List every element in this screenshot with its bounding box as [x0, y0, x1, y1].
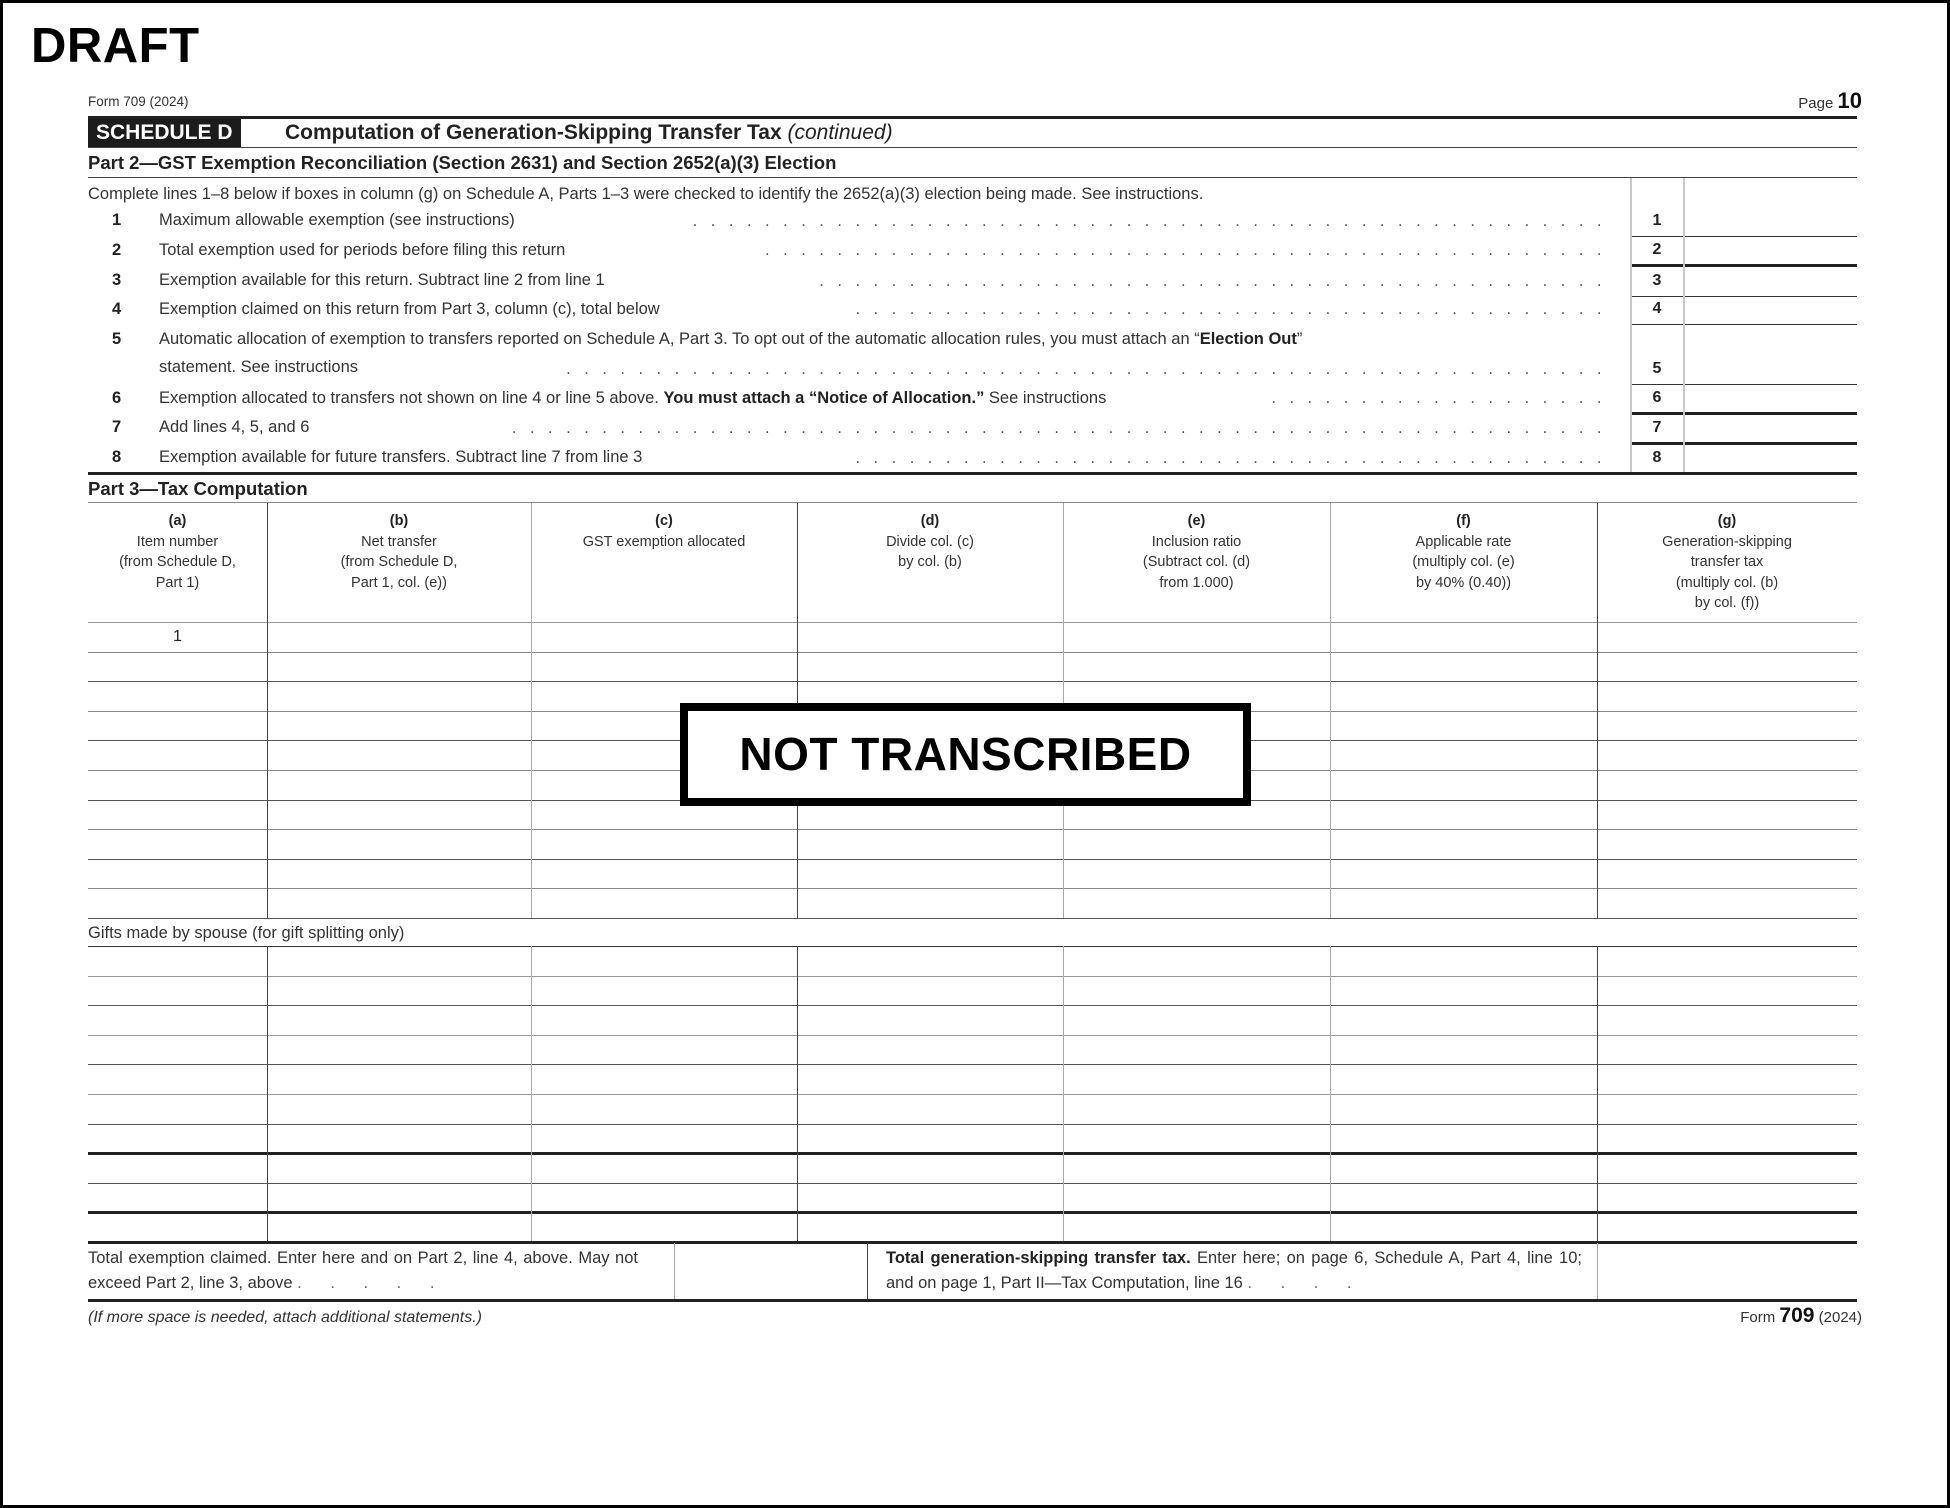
schedule-rule	[88, 147, 1857, 148]
table-cell[interactable]	[1598, 682, 1856, 710]
spouse-table-cell[interactable]	[532, 1126, 796, 1153]
column-letter: (b)	[389, 513, 409, 529]
spouse-table-cell[interactable]	[268, 1007, 530, 1034]
spouse-table-cell[interactable]	[532, 1007, 796, 1034]
spouse-table-cell[interactable]	[532, 1037, 796, 1064]
not-transcribed-stamp: NOT TRANSCRIBED	[680, 703, 1251, 806]
spouse-top-rule	[88, 946, 1857, 947]
column-description: Generation-skipping	[1662, 533, 1792, 550]
box-number-4: 4	[1652, 300, 1662, 317]
line-description	[159, 271, 605, 290]
table-cell[interactable]	[1331, 860, 1596, 888]
table-cell[interactable]	[1598, 801, 1856, 829]
spouse-table-cell[interactable]	[89, 1214, 266, 1241]
footer-note: (If more space is needed, attach additional statements.)	[88, 1309, 482, 1326]
column-divider	[267, 503, 268, 918]
part2-line-8	[88, 443, 1631, 473]
schedule-header	[88, 119, 1857, 147]
spouse-table-cell[interactable]	[1064, 948, 1329, 975]
spouse-table-cell[interactable]	[1331, 1155, 1596, 1182]
total-gst-label	[886, 1246, 1582, 1296]
schedule-tag: SCHEDULE D	[88, 119, 241, 147]
part2-instructions: Complete lines 1–8 below if boxes in column (g) on Schedule A, Parts 1–3 were checked to identify the 2652(a)(3) election being made. See instructions.	[88, 185, 1204, 203]
spouse-table-cell[interactable]	[532, 1066, 796, 1093]
table-cell[interactable]	[1064, 889, 1329, 917]
row-divider	[88, 1035, 1857, 1036]
column-divider	[797, 946, 798, 1242]
line-description	[159, 418, 309, 437]
table-cell[interactable]	[268, 801, 530, 829]
part3-title: Part 3—Tax Computation	[88, 478, 308, 499]
table-cell[interactable]	[798, 830, 1062, 858]
line-8-amount-field[interactable]	[1685, 444, 1857, 472]
spouse-table-cell[interactable]	[268, 948, 530, 975]
spouse-table-cell[interactable]	[798, 1214, 1062, 1241]
table-cell[interactable]	[268, 860, 530, 888]
total-gst-bold: Total generation-skipping transfer tax.	[886, 1249, 1191, 1267]
part2-line-5	[88, 325, 1631, 384]
table-cell[interactable]	[89, 741, 266, 769]
schedule-title	[285, 119, 893, 147]
line-number: 7	[112, 418, 122, 436]
leader-dots: ...............................................	[765, 241, 1615, 259]
footer-form-id	[1740, 1304, 1862, 1328]
leader-dots: ..........................................	[855, 300, 1615, 318]
spouse-table-cell[interactable]	[1331, 1096, 1596, 1123]
row-divider	[88, 1094, 1857, 1095]
column-letter: (d)	[920, 513, 940, 529]
spouse-table-cell[interactable]	[1331, 1007, 1596, 1034]
spouse-table-cell[interactable]	[798, 1126, 1062, 1153]
column-description: Applicable rate	[1415, 533, 1512, 550]
box-number-6: 6	[1652, 389, 1662, 406]
leader-dots: .............................................................	[511, 419, 1615, 437]
line-2-amount-field[interactable]	[1685, 237, 1857, 264]
spouse-table-cell[interactable]	[1331, 948, 1596, 975]
table-cell[interactable]	[89, 682, 266, 710]
column-description: Part 1, col. (e))	[351, 574, 447, 591]
spouse-table-cell[interactable]	[89, 1096, 266, 1123]
column-description: by col. (f))	[1694, 595, 1760, 611]
spouse-table-cell[interactable]	[89, 978, 266, 1005]
table-cell[interactable]	[532, 860, 796, 888]
table-cell[interactable]	[1331, 712, 1596, 740]
line-text: Exemption available for future transfers. Subtract line 7 from line 3	[159, 448, 643, 466]
spouse-table-cell[interactable]	[1064, 1007, 1329, 1034]
line-text-bold: You must attach a “Notice of Allocation.”	[663, 389, 985, 407]
part2-line-4	[88, 295, 1631, 324]
spouse-table-cell[interactable]	[268, 978, 530, 1005]
line-description	[159, 389, 1106, 408]
table-cell[interactable]	[1598, 771, 1856, 799]
line-description	[159, 330, 1302, 349]
leader-dots: ..........................................................	[566, 360, 1615, 378]
table-cell[interactable]	[1064, 860, 1329, 888]
table-cell[interactable]	[89, 830, 266, 858]
box-column-right-border	[1683, 178, 1685, 473]
table-cell[interactable]	[268, 771, 530, 799]
part2-line-1	[88, 206, 1631, 236]
column-description: by col. (b)	[898, 554, 962, 570]
column-letter: (g)	[1717, 513, 1737, 529]
spouse-table-cell[interactable]	[268, 1155, 530, 1182]
line-description	[159, 300, 660, 319]
spouse-table-cell[interactable]	[1064, 1126, 1329, 1153]
table-cell[interactable]	[268, 830, 530, 858]
line-text: Add lines 4, 5, and 6	[159, 418, 310, 436]
page-number-value: 10	[1837, 88, 1862, 113]
table-cell[interactable]	[1064, 830, 1329, 858]
box-number-3: 3	[1652, 272, 1662, 289]
column-header-b	[267, 511, 531, 593]
column-header-d	[797, 511, 1063, 573]
spouse-gifts-label: Gifts made by spouse (for gift splitting only)	[88, 924, 405, 942]
row-divider	[88, 976, 1857, 977]
spouse-table-cell[interactable]	[268, 1126, 530, 1153]
row-divider	[88, 1005, 1857, 1006]
spouse-table-cell[interactable]	[1064, 1096, 1329, 1123]
column-description: Item number	[136, 533, 219, 550]
spouse-table-cell[interactable]	[532, 978, 796, 1005]
spouse-table-cell[interactable]	[1331, 1066, 1596, 1093]
box-divider	[1631, 324, 1857, 325]
table-cell[interactable]	[1331, 682, 1596, 710]
column-divider	[1330, 503, 1331, 918]
spouse-table-cell[interactable]	[89, 1007, 266, 1034]
spouse-table-cell[interactable]	[1598, 948, 1856, 975]
spouse-table-cell[interactable]	[1598, 1066, 1856, 1093]
spouse-table-cell[interactable]	[268, 1185, 530, 1212]
table-cell[interactable]	[798, 623, 1062, 651]
box-number-2: 2	[1652, 241, 1662, 258]
schedule-title-suffix: (continued)	[787, 121, 893, 144]
table-cell[interactable]	[1598, 653, 1856, 681]
spouse-table-cell[interactable]	[798, 978, 1062, 1005]
table-cell[interactable]	[1064, 623, 1329, 651]
leader-dots: ..........................................	[855, 449, 1615, 467]
table-cell[interactable]	[1331, 741, 1596, 769]
line-number: 5	[112, 330, 122, 348]
column-description: Net transfer	[361, 533, 437, 550]
column-divider	[1597, 946, 1598, 1242]
line-text: Automatic allocation of exemption to transfers reported on Schedule A, Part 3. To opt out of the automatic allocation rules, you must attach an “	[159, 330, 1200, 348]
spouse-table-cell[interactable]	[532, 948, 796, 975]
spouse-table-cell[interactable]	[1598, 978, 1856, 1005]
row-divider	[88, 1124, 1857, 1125]
column-header-g	[1597, 511, 1857, 614]
spouse-table-cell[interactable]	[1064, 1066, 1329, 1093]
footer-form-prefix: Form	[1740, 1309, 1776, 1326]
table-cell[interactable]	[268, 623, 530, 651]
column-description: (from Schedule D,	[340, 554, 458, 570]
total-exemption-text: Total exemption claimed. Enter here and on Part 2, line 4, above. May not exceed Part 2, line 3, above	[88, 1249, 638, 1292]
spouse-table-cell[interactable]	[1064, 1155, 1329, 1182]
line-number: 2	[112, 241, 122, 259]
table-cell[interactable]	[89, 712, 266, 740]
box-column-left-border	[1630, 178, 1632, 473]
spouse-table-cell[interactable]	[1331, 1126, 1596, 1153]
schedule-title-text: Computation of Generation-Skipping Transfer Tax	[285, 121, 782, 144]
leader-dots: . . . .	[1247, 1274, 1364, 1292]
table-cell[interactable]	[1598, 741, 1856, 769]
line-text: Maximum allowable exemption (see instructions)	[159, 211, 515, 229]
part3-top-rule	[88, 472, 1857, 475]
spouse-table-cell[interactable]	[268, 1096, 530, 1123]
line-number: 1	[112, 211, 122, 229]
table-cell[interactable]	[532, 623, 796, 651]
spouse-table-cell[interactable]	[1064, 1185, 1329, 1212]
table-cell[interactable]	[1598, 830, 1856, 858]
spouse-table-cell[interactable]	[532, 1155, 796, 1182]
column-description: (Subtract col. (d)	[1142, 554, 1251, 570]
spouse-table-cell[interactable]	[1598, 1096, 1856, 1123]
line-text: Exemption allocated to transfers not shown on line 4 or line 5 above.	[159, 389, 664, 407]
column-divider	[531, 946, 532, 1242]
box-number-5: 5	[1652, 360, 1662, 377]
column-divider	[531, 503, 532, 918]
total-gst-text: Enter here; on page 6, Schedule A, Part 4, line 10; and on page 1, Part II—Tax Computation, line 16	[886, 1249, 1582, 1292]
column-divider	[267, 946, 268, 1242]
leader-dots: ...................................................	[692, 212, 1615, 230]
totals-divider	[867, 1243, 868, 1299]
table-cell[interactable]	[532, 830, 796, 858]
table-cell[interactable]	[1331, 771, 1596, 799]
spouse-table-cell[interactable]	[1598, 1155, 1856, 1182]
spouse-table-cell[interactable]	[1598, 1214, 1856, 1241]
box-number-7: 7	[1652, 419, 1662, 436]
footer-form-year: (2024)	[1818, 1309, 1862, 1326]
page-number	[1798, 88, 1862, 114]
column-letter: (a)	[168, 513, 187, 529]
table-cell[interactable]	[268, 741, 530, 769]
spouse-table-cell[interactable]	[798, 1096, 1062, 1123]
spouse-table-cell[interactable]	[532, 1096, 796, 1123]
table-cell[interactable]	[89, 653, 266, 681]
line-text-bold: Election Out	[1199, 330, 1297, 348]
column-description: (multiply col. (e)	[1412, 554, 1515, 570]
line-text-after: ”	[1296, 330, 1303, 348]
table-cell[interactable]	[89, 771, 266, 799]
line-description	[159, 448, 642, 467]
table-cell[interactable]	[1331, 889, 1596, 917]
spouse-table-cell[interactable]	[798, 1155, 1062, 1182]
spouse-table-cell[interactable]	[89, 1037, 266, 1064]
column-description: (from Schedule D,	[119, 554, 236, 570]
total-gst-field[interactable]	[1598, 1243, 1857, 1299]
table-cell[interactable]	[89, 889, 266, 917]
row-divider	[88, 1183, 1857, 1184]
line-number: 4	[112, 300, 122, 318]
part2-line-2	[88, 236, 1631, 265]
table-cell[interactable]	[268, 682, 530, 710]
spouse-table-cell[interactable]	[1064, 1214, 1329, 1241]
table-cell[interactable]	[1331, 830, 1596, 858]
part2-line-3	[88, 266, 1631, 296]
spouse-table-cell[interactable]	[1064, 978, 1329, 1005]
table-cell[interactable]	[1598, 712, 1856, 740]
table-cell[interactable]	[1598, 889, 1856, 917]
spouse-table-cell[interactable]	[1331, 1214, 1596, 1241]
row-divider	[88, 1064, 1857, 1065]
leader-dots: . . . . .	[297, 1274, 447, 1292]
row-divider	[88, 918, 1857, 919]
part2-line-7	[88, 413, 1631, 443]
part2-title: Part 2—GST Exemption Reconciliation (Section 2631) and Section 2652(a)(3) Election	[88, 152, 837, 173]
table-cell[interactable]	[268, 653, 530, 681]
box-number-8: 8	[1652, 449, 1662, 466]
column-description: Inclusion ratio	[1151, 533, 1242, 550]
part3-header-rule	[88, 502, 1857, 503]
spouse-table-cell[interactable]	[1331, 1185, 1596, 1212]
table-cell[interactable]	[1598, 860, 1856, 888]
line-6-amount-field[interactable]	[1685, 385, 1857, 412]
line-7-amount-field[interactable]	[1685, 414, 1857, 442]
column-description: Part 1)	[155, 574, 200, 591]
line-text: Exemption claimed on this return from Part 3, column (c), total below	[159, 300, 660, 318]
spouse-table-cell[interactable]	[532, 1185, 796, 1212]
leader-dots: ............................................	[819, 272, 1615, 290]
total-exemption-label	[88, 1246, 638, 1296]
spouse-table-cell[interactable]	[798, 948, 1062, 975]
column-description: from 1.000)	[1159, 574, 1234, 591]
spouse-table-cell[interactable]	[1598, 1037, 1856, 1064]
totals-bottom-rule	[88, 1299, 1857, 1302]
spouse-table-cell[interactable]	[1598, 1007, 1856, 1034]
line-number: 6	[112, 389, 122, 407]
column-description: transfer tax	[1690, 554, 1764, 570]
table-cell[interactable]	[532, 653, 796, 681]
totals-top-rule	[88, 1241, 1857, 1244]
column-header-a	[88, 511, 267, 593]
spouse-table-cell[interactable]	[89, 1126, 266, 1153]
spouse-table-cell[interactable]	[798, 1185, 1062, 1212]
line-number: 8	[112, 448, 122, 466]
table-cell[interactable]	[1598, 623, 1856, 651]
line-4-amount-field[interactable]	[1685, 296, 1857, 323]
draft-watermark: DRAFT	[31, 19, 200, 73]
table-cell[interactable]	[268, 712, 530, 740]
spouse-table-cell[interactable]	[532, 1214, 796, 1241]
spouse-table-cell[interactable]	[798, 1037, 1062, 1064]
spouse-table-cell[interactable]	[798, 1066, 1062, 1093]
spouse-table-cell[interactable]	[1598, 1185, 1856, 1212]
line-3-amount-field[interactable]	[1685, 267, 1857, 295]
table-cell[interactable]	[268, 889, 530, 917]
spouse-table-cell[interactable]	[798, 1007, 1062, 1034]
line-text-continued: statement. See instructions	[159, 358, 359, 376]
spouse-table-cell[interactable]	[1331, 978, 1596, 1005]
line-description	[159, 241, 565, 260]
table-cell[interactable]	[798, 860, 1062, 888]
column-letter: (f)	[1456, 513, 1471, 529]
spouse-table-cell[interactable]	[89, 1155, 266, 1182]
column-description: Divide col. (c)	[886, 533, 974, 550]
line-text-after: See instructions	[984, 389, 1107, 407]
line-5-amount-field[interactable]	[1685, 326, 1857, 383]
total-exemption-field[interactable]	[674, 1243, 867, 1299]
line-description	[159, 211, 515, 230]
column-header-e	[1063, 511, 1330, 593]
box-number-1: 1	[1652, 212, 1662, 229]
column-letter: (c)	[655, 513, 673, 529]
spouse-table-cell[interactable]	[268, 1037, 530, 1064]
column-divider	[1063, 946, 1064, 1242]
part2-line-6	[88, 384, 1631, 413]
column-description: (multiply col. (b)	[1675, 574, 1779, 591]
line-number: 3	[112, 271, 122, 289]
spouse-table-cell[interactable]	[1064, 1037, 1329, 1064]
footer-form-number: 709	[1779, 1304, 1815, 1327]
column-header-c	[531, 511, 797, 552]
spouse-table-cell[interactable]	[89, 1066, 266, 1093]
item-number-1: 1	[173, 628, 182, 645]
table-cell[interactable]	[89, 801, 266, 829]
table-cell[interactable]	[1331, 623, 1596, 651]
spouse-table-cell[interactable]	[1331, 1037, 1596, 1064]
part2-rule	[88, 177, 1857, 178]
page-label: Page	[1798, 95, 1834, 112]
leader-dots: ...................	[1271, 389, 1615, 407]
table-cell[interactable]	[532, 889, 796, 917]
table-cell[interactable]	[1331, 653, 1596, 681]
spouse-table-cell[interactable]	[1598, 1126, 1856, 1153]
table-cell[interactable]	[798, 653, 1062, 681]
column-header-f	[1330, 511, 1597, 593]
column-divider	[1330, 946, 1331, 1242]
table-cell[interactable]	[89, 860, 266, 888]
spouse-table-cell[interactable]	[268, 1214, 530, 1241]
table-cell[interactable]	[1331, 801, 1596, 829]
spouse-table-cell[interactable]	[268, 1066, 530, 1093]
column-description: GST exemption allocated	[582, 533, 746, 550]
column-divider	[1597, 503, 1598, 918]
line-text: Exemption available for this return. Subtract line 2 from line 1	[159, 271, 605, 289]
form-identifier: Form 709 (2024)	[88, 94, 189, 109]
line-1-amount-field[interactable]	[1685, 207, 1857, 235]
line-text: Total exemption used for periods before filing this return	[159, 241, 566, 259]
table-cell[interactable]	[1064, 653, 1329, 681]
table-cell[interactable]	[798, 889, 1062, 917]
spouse-table-cell[interactable]	[89, 948, 266, 975]
column-description: by 40% (0.40))	[1415, 574, 1512, 591]
column-letter: (e)	[1187, 513, 1206, 529]
spouse-table-cell[interactable]	[89, 1185, 266, 1212]
